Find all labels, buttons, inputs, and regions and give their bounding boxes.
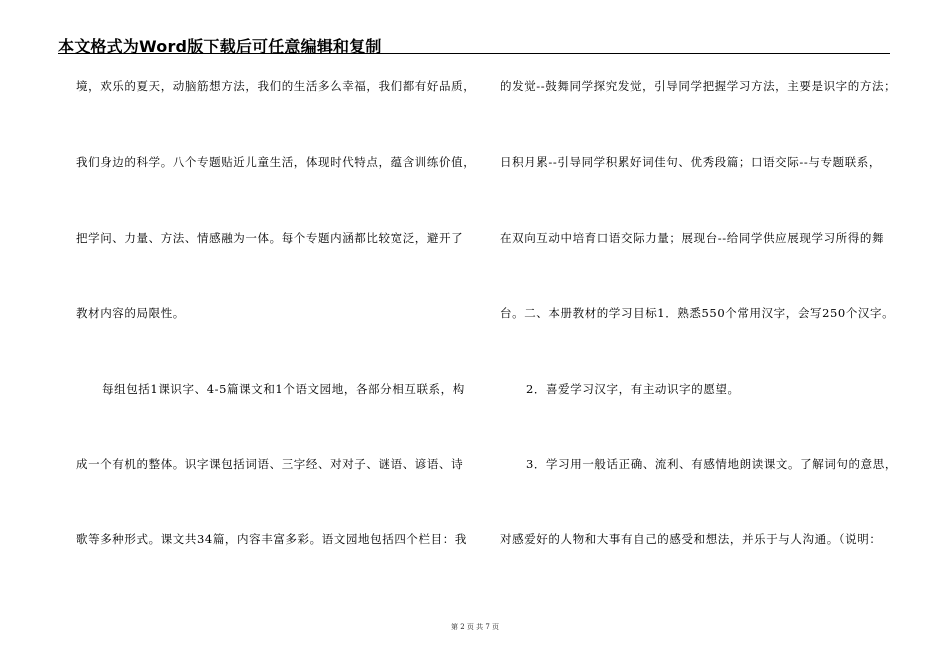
right-line-5: 2．喜爱学习汉字，有主动识字的愿望。: [526, 382, 740, 396]
right-line-7: 对感爱好的人物和大事有自己的感受和想法，并乐于与人沟通。（说明：: [500, 532, 882, 546]
right-line-1: 的发觉--鼓舞同学探究发觉，引导同学把握学习方法，主要是识字的方法；: [500, 79, 897, 93]
right-line-2: 日积月累--引导同学积累好词佳句、优秀段篇；口语交际--与专题联系，: [500, 155, 881, 169]
left-line-4: 教材内容的局限性。: [76, 306, 185, 320]
left-line-3: 把学问、力量、方法、情感融为一体。每个专题内涵都比较宽泛，避开了: [76, 231, 464, 245]
right-line-4: 台。二、本册教材的学习目标1．熟悉550个常用汉字，会写250个汉字。: [500, 306, 895, 320]
left-line-7: 歌等多种形式。课文共34篇，内容丰富多彩。语文园地包括四个栏目：我: [76, 532, 467, 546]
left-line-5: 每组包括1课识字、4-5篇课文和1个语文园地，各部分相互联系，构: [102, 382, 465, 396]
left-line-6: 成一个有机的整体。识字课包括词语、三字经、对对子、谜语、谚语、诗: [76, 457, 464, 471]
left-line-1: 境，欢乐的夏天，动脑筋想方法，我们的生活多么幸福，我们都有好品质，: [76, 79, 476, 93]
right-line-3: 在双向互动中培育口语交际力量；展现台--给同学供应展现学习所得的舞: [500, 231, 885, 245]
header-divider: [58, 53, 890, 54]
page-number-footer: 第 2 页 共 7 页: [450, 623, 500, 631]
right-line-6: 3．学习用一般话正确、流利、有感情地朗读课文。了解词句的意思，: [526, 457, 897, 471]
left-line-2: 我们身边的科学。八个专题贴近儿童生活，体现时代特点，蕴含训练价值，: [76, 155, 476, 169]
document-header-title: 本文格式为Word版下载后可任意编辑和复制: [58, 37, 382, 56]
